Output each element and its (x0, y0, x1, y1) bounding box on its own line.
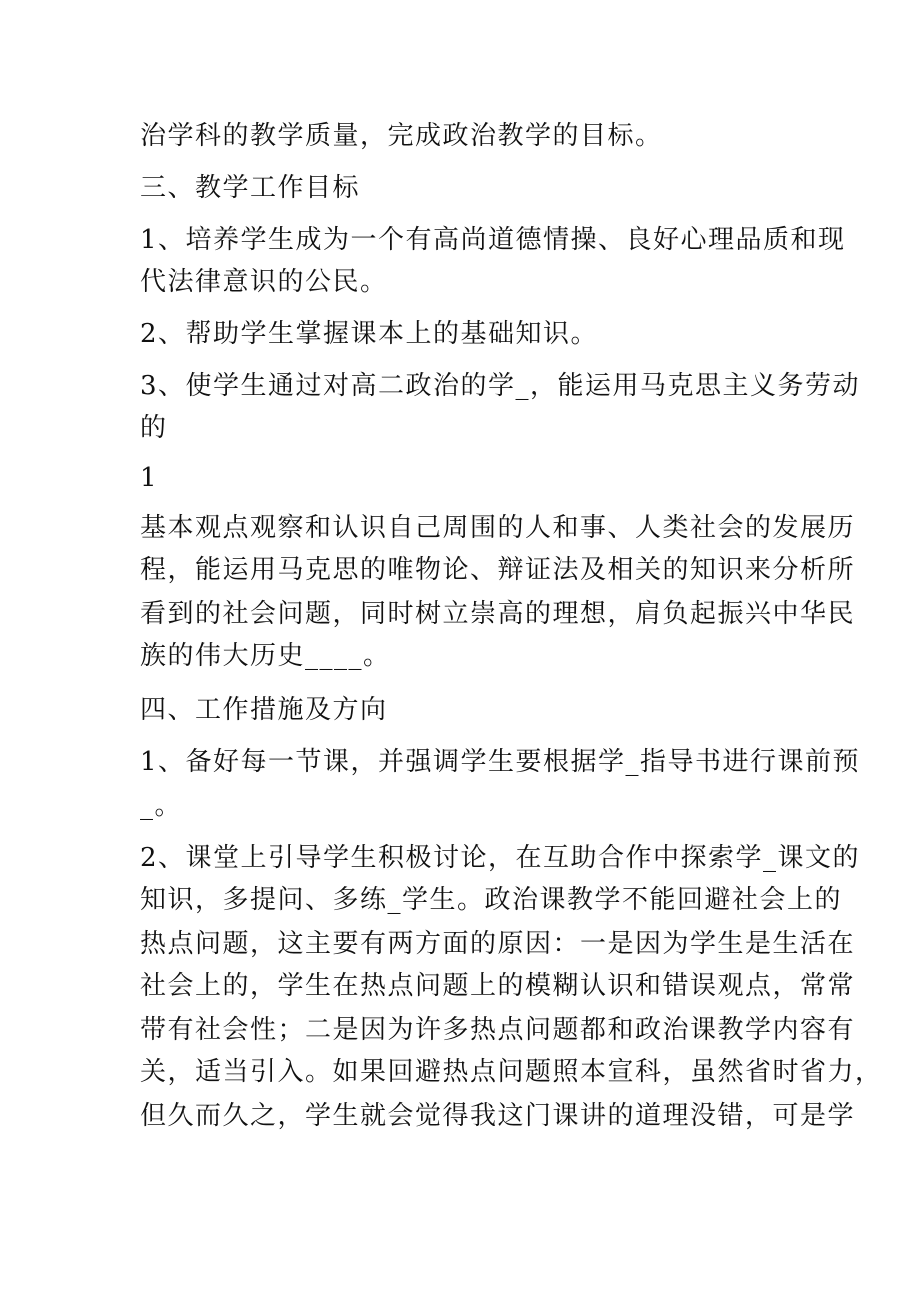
page-number: 1 (140, 463, 159, 493)
text-line: 程，能运用马克思的唯物论、辩证法及相关的知识来分析所 (140, 555, 856, 585)
text-line: 治学科的教学质量，完成政治教学的目标。 (140, 121, 663, 151)
text-line: 1、备好每一节课，并强调学生要根据学_指导书进行课前预 (140, 747, 861, 777)
text-line: 代法律意识的公民。 (140, 267, 388, 297)
text-line: 看到的社会问题，同时树立崇高的理想，肩负起振兴中华民 (140, 599, 856, 629)
text-line: _。 (140, 791, 183, 821)
text-line: 1、培养学生成为一个有高尚道德情操、良好心理品质和现 (140, 225, 846, 255)
text-line: 热点问题，这主要有两方面的原因：一是因为学生是生活在 (140, 929, 856, 959)
text-line: 知识，多提问、多练_学生。政治课教学不能回避社会上的 (140, 885, 843, 915)
text-line: 的 (140, 413, 168, 443)
text-line: 社会上的，学生在热点问题上的模糊认识和错误观点，常常 (140, 971, 856, 1001)
text-line: 关，适当引入。如果回避热点问题照本宣科，虽然省时省力， (140, 1057, 883, 1087)
text-line: 2、课堂上引导学生积极讨论，在互助合作中探索学_课文的 (140, 843, 861, 873)
section-heading: 四、工作措施及方向 (140, 695, 388, 725)
text-line: 2、帮助学生掌握课本上的基础知识。 (140, 319, 599, 349)
text-line: 族的伟大历史____。 (140, 641, 391, 671)
section-heading: 三、教学工作目标 (140, 173, 361, 203)
text-line: 但久而久之，学生就会觉得我这门课讲的道理没错，可是学 (140, 1101, 856, 1131)
text-line: 基本观点观察和认识自己周围的人和事、人类社会的发展历 (140, 513, 856, 543)
text-line: 带有社会性；二是因为许多热点问题都和政治课教学内容有 (140, 1015, 856, 1045)
text-line: 3、使学生通过对高二政治的学_，能运用马克思主义务劳动 (140, 371, 861, 401)
